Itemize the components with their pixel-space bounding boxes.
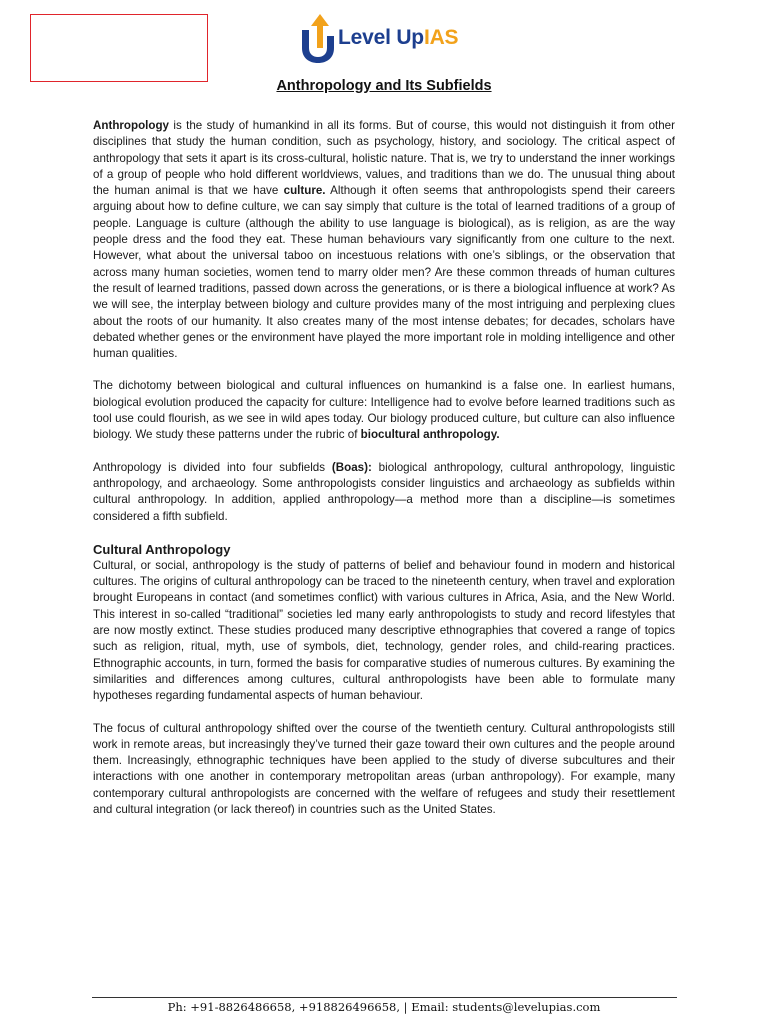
section-heading-cultural: Cultural Anthropology bbox=[93, 541, 231, 557]
paragraph-intro bbox=[93, 118, 675, 362]
logo-text-main: Level Up bbox=[338, 26, 424, 49]
term-anthropology: Anthropology bbox=[93, 119, 169, 132]
footer-contact: Ph: +91-8826486658, +918826496658, | Email: students@levelupias.com bbox=[167, 1000, 601, 1014]
term-biocultural: biocultural anthropology. bbox=[360, 428, 500, 442]
paragraph-subfields bbox=[93, 460, 675, 525]
logo-wordmark bbox=[338, 26, 458, 50]
paragraph-text: Although it often seems that anthropologists spend their careers arguing about how to define culture, we can say simply that culture is the total of learned traditions of a group of people. Language is culture (although the ability to use language is biological), as is religion, as are the way people dress and the food they eat. These human behaviours vary significantly from one culture to the next. However, what about the universal taboo on incestuous relations with one’s siblings, or the observation that across many human societies, women tend to marry older men? Are these common threads of human cultures the result of learned traditions, passed down across the generations, or is there a biological influence at work? As we will see, the interplay between biology and culture provides many of the most intriguing and perplexing clues about the roots of our humanity. It also creates many of the most intense debates; for decades, scholars have debated whether genes or the environment have played the more important role in molding intelligence and other human qualities. bbox=[93, 184, 675, 361]
term-culture: culture. bbox=[283, 184, 326, 198]
paragraph-text: The dichotomy between biological and cultural influences on humankind is a false one. In earliest humans, biological evolution produced the capacity for culture: Intelligence had to evolve before learned traditions such as tool use could flourish, as we see in wild apes today. Our biology produced culture, but culture can also influence biology. We study these patterns under the rubric of bbox=[93, 379, 675, 442]
logo-up-arrow-icon bbox=[300, 12, 336, 64]
paragraph-text: is the study of humankind in all its forms. But of course, this would not distinguish it from other disciplines that study the human condition, such as psychology, history, and sociology. The critical aspect of anthropology that sets it apart is its cross-cultural, holistic nature. That is, we try to understand the inner workings of a group of people who hold different worldviews, values, and traditions than we do. The unusual thing about the human animal is that we have bbox=[93, 119, 675, 198]
document-body bbox=[93, 118, 675, 834]
paragraph-dichotomy bbox=[93, 378, 675, 443]
term-boas: (Boas): bbox=[331, 460, 372, 474]
levelup-ias-logo bbox=[300, 12, 458, 64]
paragraph-text: Anthropology is divided into four subfields bbox=[93, 460, 332, 474]
logo-text-accent: IAS bbox=[423, 26, 459, 49]
paragraph-cultural-2: The focus of cultural anthropology shifted over the course of the twentieth century. Cultural anthropologists still work in remote areas, but increasingly they’ve turned their gaze toward their own cultures and the people around them. Increasingly, ethnographic techniques have been applied to the study of diverse subcultures and their interactions with one another in contemporary metropolitan areas (urban anthropology). For example, many contemporary cultural anthropologists are concerned with the welfare of refugees and study their resettlement and cultural integration (or lack thereof) in countries such as the United States. bbox=[93, 721, 675, 816]
red-outline-box bbox=[30, 14, 208, 82]
paragraph-text: biological anthropology, cultural anthropology, linguistic anthropology, and archaeology. Some anthropologists consider linguistics and archaeology as subfields within cultural anthropology. In addition, applied anthropology—a method more than a discipline—is sometimes considered a fifth subfield. bbox=[93, 460, 675, 523]
page-title: Anthropology and Its Subfields bbox=[276, 78, 492, 94]
footer-divider bbox=[92, 997, 677, 998]
paragraph-cultural-1: Cultural, or social, anthropology is the study of patterns of belief and behaviour found in modern and historical cultures. The origins of cultural anthropology can be traced to the nineteenth century, when travel and exploration brought Europeans in contact (and sometimes conflict) with various cultures in Africa, Asia, and the New World. This interest in so-called “traditional” societies led many early anthropologists to study and record lifestyles that are now mostly extinct. These studies produced many descriptive ethnographies that covered a range of topics such as religion, ritual, myth, use of symbols, diet, technology, gender roles, and child-rearing practices. Ethnographic accounts, in turn, formed the basis for comparative studies of numerous cultures. By examining the similarities and differences among cultures, cultural anthropologists have been able to formulate many hypotheses regarding fundamental aspects of human behaviour. bbox=[93, 558, 675, 703]
